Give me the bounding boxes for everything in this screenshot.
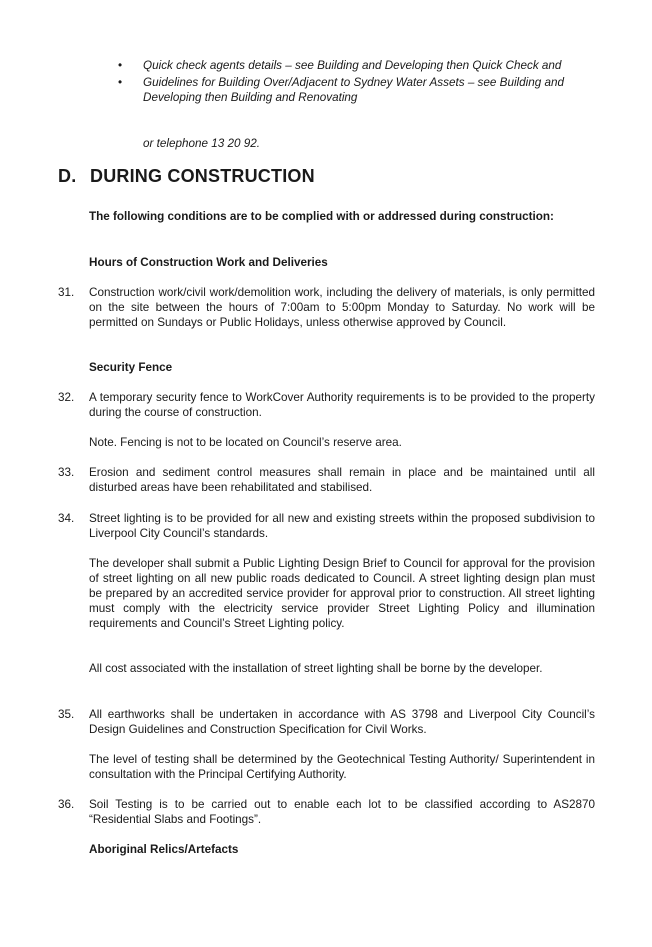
- condition-number: 33.: [58, 466, 75, 479]
- list-item: [118, 75, 603, 105]
- section-intro: The following conditions are to be complied with or addressed during construction:: [89, 210, 554, 223]
- condition-34-paragraph-1: The developer shall submit a Public Lighting Design Brief to Council for approval for the provision of street lighting on all new public roads dedicated to Council. A street lighting design plan must be prepared by an accredited service provider for approval prior to construction. All street lighting must comply with the electricity service provider Street Lighting Policy and illumination requirements and Council’s Street Lighting policy.: [89, 557, 595, 630]
- section-letter: D.: [58, 166, 77, 186]
- bullet-text: Guidelines for Building Over/Adjacent to Sydney Water Assets – see Building and Developing then Building and Renovating: [143, 76, 564, 104]
- condition-34: [58, 511, 595, 541]
- condition-31: [58, 285, 595, 330]
- condition-text: Soil Testing is to be carried out to enable each lot to be classified according to AS2870 “Residential Slabs and Footings”.: [89, 798, 595, 826]
- condition-text: All earthworks shall be undertaken in accordance with AS 3798 and Liverpool City Council’s Design Guidelines and Construction Specification for Civil Works.: [89, 708, 595, 736]
- condition-32: [58, 390, 595, 420]
- telephone-line: or telephone 13 20 92.: [143, 137, 260, 150]
- bullet-text: Quick check agents details – see Building and Developing then Quick Check and: [143, 59, 562, 72]
- condition-33: [58, 465, 595, 495]
- condition-text: Construction work/civil work/demolition work, including the delivery of materials, is only permitted on the site between the hours of 7:00am to 5:00pm Monday to Saturday. No work will be permitted on Sundays or Public Holidays, unless otherwise approved by Council.: [89, 286, 595, 329]
- list-item: [118, 58, 603, 73]
- condition-number: 36.: [58, 798, 75, 811]
- condition-number: 31.: [58, 286, 75, 299]
- bullet-icon: •: [118, 76, 123, 89]
- condition-number: 35.: [58, 708, 75, 721]
- heading-aboriginal-relics: Aboriginal Relics/Artefacts: [89, 843, 239, 856]
- bullet-list: [118, 58, 603, 107]
- heading-security-fence: Security Fence: [89, 361, 173, 374]
- condition-35-paragraph-1: The level of testing shall be determined by the Geotechnical Testing Authority/ Superintendent in consultation with the Principal Certifying Authority.: [89, 753, 595, 781]
- condition-34-paragraph-2: All cost associated with the installation of street lighting shall be borne by the developer.: [89, 662, 543, 675]
- section-title: DURING CONSTRUCTION: [90, 166, 315, 186]
- condition-36: [58, 797, 595, 827]
- condition-text: Erosion and sediment control measures shall remain in place and be maintained until all disturbed areas have been rehabilitated and stabilised.: [89, 466, 595, 494]
- condition-35: [58, 707, 595, 737]
- condition-number: 34.: [58, 512, 75, 525]
- section-heading: [58, 165, 315, 187]
- condition-text: Street lighting is to be provided for all new and existing streets within the proposed subdivision to Liverpool City Council’s standards.: [89, 512, 595, 540]
- heading-hours: Hours of Construction Work and Deliveries: [89, 256, 328, 269]
- condition-number: 32.: [58, 391, 75, 404]
- condition-text: A temporary security fence to WorkCover Authority requirements is to be provided to the property during the course of construction.: [89, 391, 595, 419]
- condition-32-note: Note. Fencing is not to be located on Council’s reserve area.: [89, 436, 402, 449]
- bullet-icon: •: [118, 59, 123, 72]
